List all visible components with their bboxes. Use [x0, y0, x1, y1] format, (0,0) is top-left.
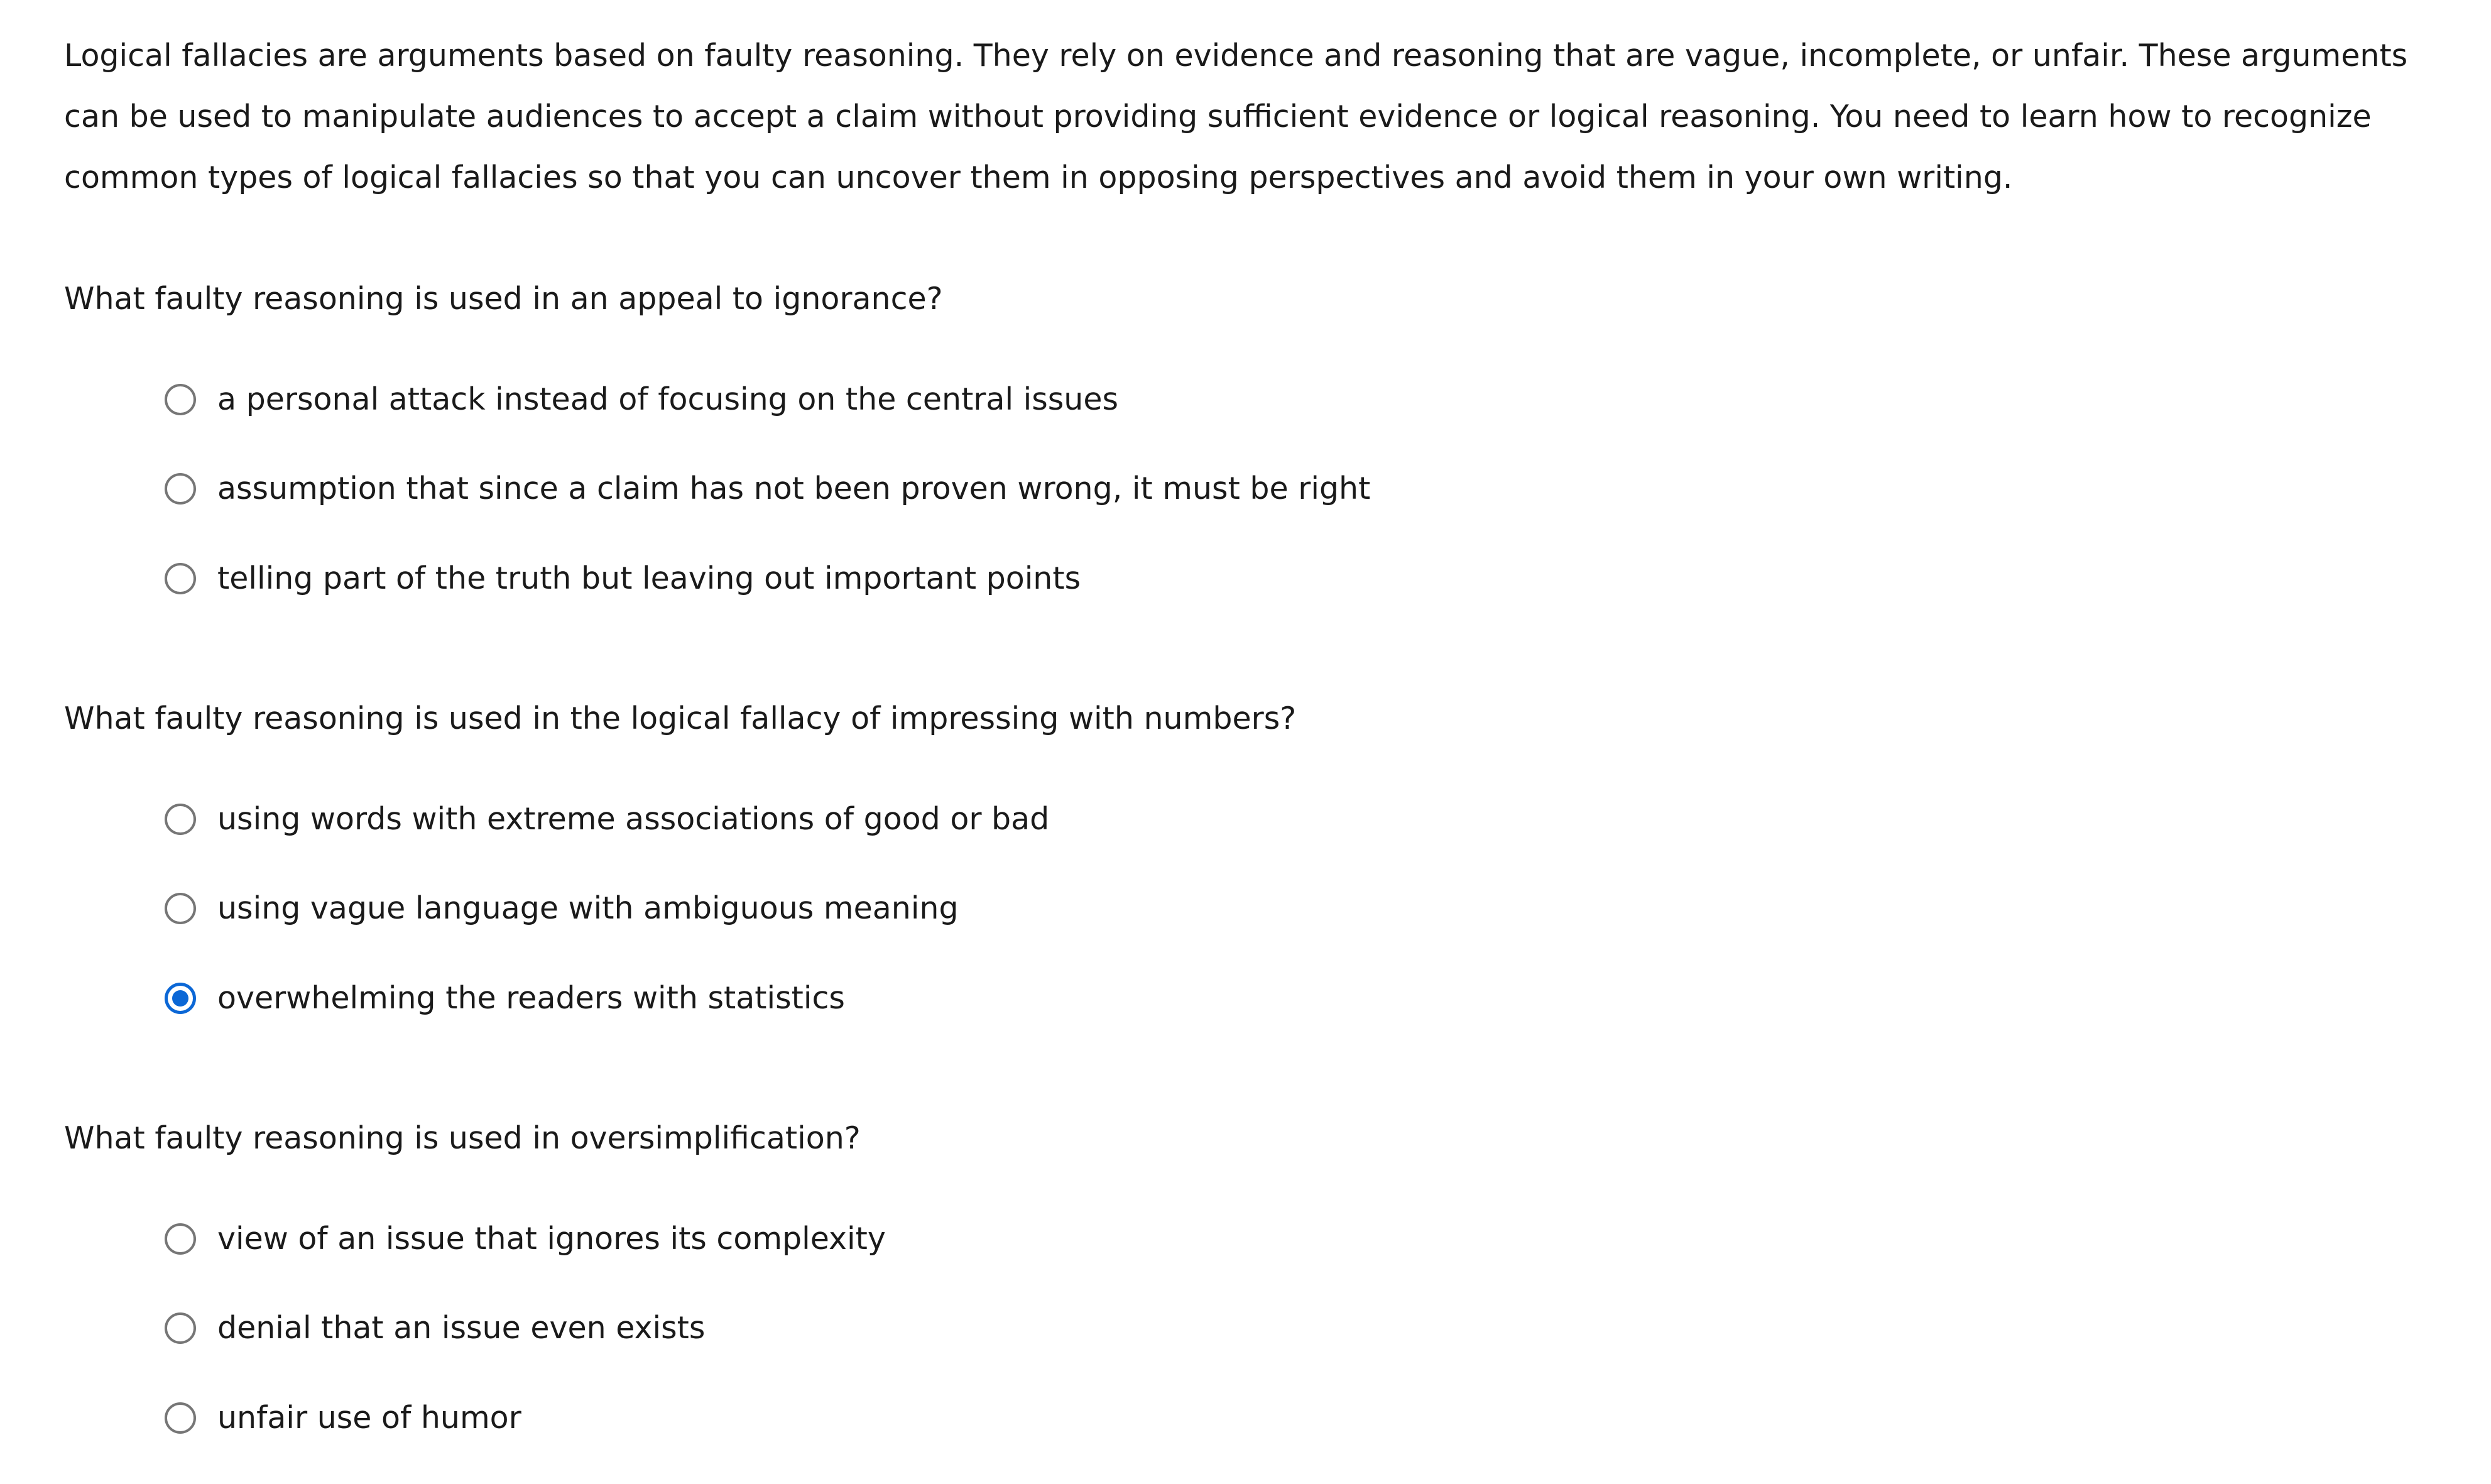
- question-3-option-3[interactable]: [165, 1399, 521, 1437]
- question-3-option-2[interactable]: [165, 1309, 705, 1347]
- question-2-option-2[interactable]: [165, 890, 959, 927]
- radio-button[interactable]: [165, 563, 196, 594]
- question-2-option-3[interactable]: [165, 979, 845, 1017]
- option-label: overwhelming the readers with statistics: [217, 980, 845, 1016]
- radio-button[interactable]: [165, 473, 196, 505]
- option-label: unfair use of humor: [217, 1400, 521, 1436]
- question-1-prompt: What faulty reasoning is used in an appeal to ignorance?: [64, 281, 943, 317]
- question-2-prompt: What faulty reasoning is used in the logical fallacy of impressing with numbers?: [64, 701, 1297, 736]
- radio-button-selected[interactable]: [165, 983, 196, 1014]
- option-label: a personal attack instead of focusing on the central issues: [217, 381, 1119, 417]
- radio-button[interactable]: [165, 384, 196, 415]
- option-label: view of an issue that ignores its complexity: [217, 1221, 886, 1257]
- question-1-option-3[interactable]: [165, 560, 1081, 597]
- question-1-option-2[interactable]: [165, 470, 1370, 508]
- question-3-prompt: What faulty reasoning is used in oversimplification?: [64, 1120, 861, 1156]
- radio-button[interactable]: [165, 893, 196, 924]
- option-label: using vague language with ambiguous meaning: [217, 890, 959, 926]
- radio-button[interactable]: [165, 804, 196, 835]
- option-label: assumption that since a claim has not been proven wrong, it must be right: [217, 471, 1371, 506]
- radio-button[interactable]: [165, 1223, 196, 1255]
- question-2-option-1[interactable]: [165, 800, 1049, 838]
- radio-button[interactable]: [165, 1402, 196, 1434]
- question-1-option-1[interactable]: [165, 381, 1118, 418]
- option-label: denial that an issue even exists: [217, 1310, 706, 1346]
- radio-button[interactable]: [165, 1312, 196, 1344]
- option-label: telling part of the truth but leaving out important points: [217, 560, 1081, 596]
- intro-paragraph: Logical fallacies are arguments based on faulty reasoning. They rely on evidence and reasoning that are vague, incomplete, or unfair. These arguments can be used to manipulate audiences to accept a claim without providing sufficient evidence or logical reasoning. You need to learn how to recognize common types of logical fallacies so that you can uncover them in opposing perspectives and avoid them in your own writing.: [64, 38, 2408, 195]
- question-3-option-1[interactable]: [165, 1220, 886, 1258]
- option-label: using words with extreme associations of good or bad: [217, 801, 1050, 837]
